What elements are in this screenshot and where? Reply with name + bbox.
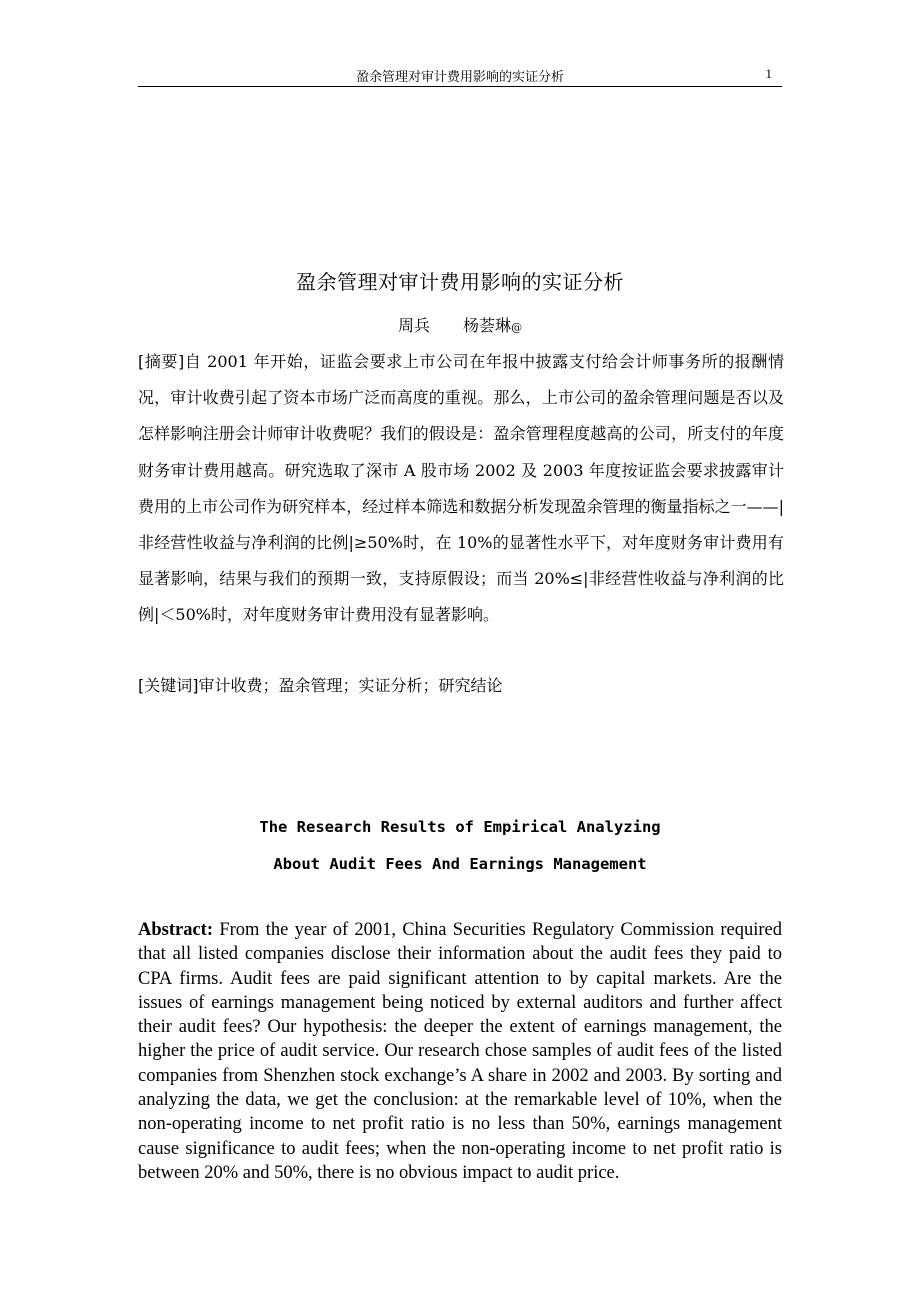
chinese-keywords-text: 审计收费；盈余管理；实证分析；研究结论	[198, 676, 503, 695]
chinese-abstract	[138, 344, 784, 634]
author-zhou-bing: 周兵	[397, 316, 430, 335]
chinese-keywords-label: [关键词]	[138, 676, 199, 695]
author-name: 杨荟琳	[463, 316, 512, 335]
english-title-line-1: The Research Results of Empirical Analyzing	[259, 818, 661, 836]
running-header	[138, 64, 782, 87]
chinese-title: 盈余管理对审计费用影响的实证分析	[296, 270, 624, 294]
english-abstract	[138, 918, 782, 1185]
english-abstract-label: Abstract:	[138, 920, 214, 940]
chinese-keywords	[138, 668, 784, 704]
page-number: 1	[765, 66, 772, 81]
author-line	[138, 313, 782, 336]
english-abstract-text: From the year of 2001, China Securities Regulatory Commission required that all listed companies disclose their information about the audit fees they paid to CPA firms. Audit fees are paid significant attention to by capital markets. Are the issues of earnings management being noticed by external auditors and further affect their audit fees? Our hypothesis: the deeper the extent of earnings management, the higher the price of audit service. Our research chose samples of audit fees of the listed companies from Shenzhen stock exchange’s A share in 2002 and 2003. By sorting and analyzing the data, we get the conclusion: at the remarkable level of 10%, when the non-operating income to net profit ratio is no less than 50%, earnings management cause significance to audit fees; when the non-operating income to net profit ratio is between 20% and 50%, there is no obvious impact to audit price.	[138, 920, 782, 1183]
author-affiliation-mark: @	[511, 321, 523, 334]
running-title: 盈余管理对审计费用影响的实证分析	[355, 70, 564, 85]
english-title-line-2: About Audit Fees And Earnings Management	[273, 855, 647, 873]
chinese-abstract-label: [摘要]	[138, 352, 185, 371]
chinese-abstract-text: 自 2001 年开始，证监会要求上市公司在年报中披露支付给会计师事务所的报酬情况，审计收费引起了资本市场广泛而高度的重视。那么，上市公司的盈余管理问题是否以及怎样影响注册会计师审计收费呢？我们的假设是：盈余管理程度越高的公司，所支付的年度财务审计费用越高。研究选取了深市 A 股市场 2002 及 2003 年度按证监会要求披露审计费用的上市公司作为研究样本，经过样本筛选和数据分析发现盈余管理的衡量指标之一——|非经营性收益与净利润的比例|≥50%时，在 10%的显著性水平下，对年度财务审计费用有显著影响，结果与我们的预期一致，支持原假设；而当 20%≤|非经营性收益与净利润的比例|＜50%时，对年度财务审计费用没有显著影响。	[138, 352, 784, 625]
author-yang-huilin	[463, 313, 522, 336]
